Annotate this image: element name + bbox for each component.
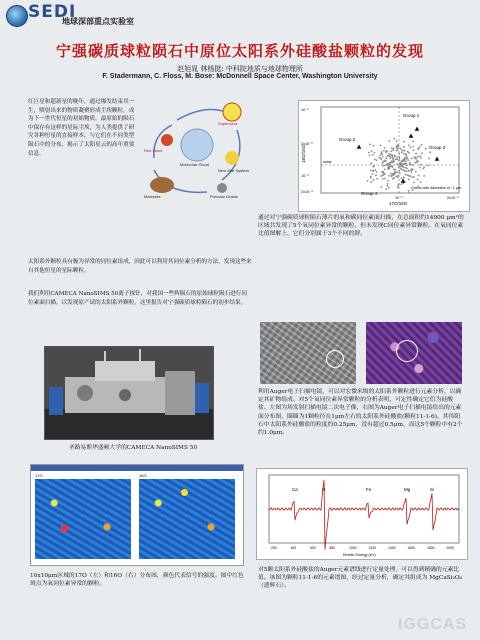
data-point bbox=[387, 165, 389, 167]
data-point bbox=[420, 157, 422, 159]
data-point bbox=[398, 160, 400, 162]
data-point bbox=[378, 157, 380, 159]
label-presolar: Presolar Grains bbox=[210, 194, 238, 199]
o16-map bbox=[139, 479, 235, 559]
window-title-bar bbox=[31, 465, 243, 471]
data-point bbox=[404, 167, 406, 169]
data-point bbox=[419, 155, 421, 157]
data-point bbox=[391, 165, 393, 167]
data-point bbox=[417, 179, 419, 181]
data-point bbox=[390, 150, 392, 152]
data-point bbox=[387, 167, 389, 169]
x-tick-label: 2000 bbox=[446, 546, 455, 550]
sedi-logo-icon bbox=[6, 5, 28, 27]
data-point bbox=[393, 177, 395, 179]
data-point bbox=[395, 169, 397, 171]
data-point bbox=[393, 160, 395, 162]
y-tick-label: 10⁻² bbox=[301, 108, 309, 112]
data-point bbox=[417, 148, 419, 150]
data-point bbox=[388, 175, 390, 177]
data-point bbox=[372, 166, 374, 168]
data-point bbox=[414, 156, 416, 158]
data-point bbox=[389, 157, 391, 159]
data-point bbox=[429, 151, 431, 153]
peak-label: O bbox=[322, 487, 326, 492]
peak-label: Si bbox=[430, 487, 435, 492]
data-point bbox=[406, 167, 408, 169]
oxygen-isotope-scatter bbox=[298, 100, 470, 212]
data-point bbox=[423, 168, 425, 170]
data-point bbox=[400, 148, 402, 150]
data-point bbox=[380, 158, 382, 160]
label-molecular-cloud: Molecular Cloud bbox=[180, 162, 209, 167]
label-supernova: Supernova bbox=[218, 121, 238, 126]
data-point bbox=[408, 179, 410, 181]
data-point bbox=[407, 151, 409, 153]
data-point bbox=[376, 178, 378, 180]
label-meteorite: Meteorite bbox=[144, 194, 161, 199]
plot-frame bbox=[321, 107, 459, 193]
maps-caption: 10x10μm区域的17O（左）和16O（右）分布图，颜色代表信号的强度。图中红色斑点为氧同位素异常的颗粒。 bbox=[30, 573, 244, 588]
anomalous-grain bbox=[415, 127, 420, 131]
data-point bbox=[412, 169, 414, 171]
data-point bbox=[403, 141, 405, 143]
data-point bbox=[397, 175, 399, 177]
data-point bbox=[421, 144, 423, 146]
data-point bbox=[381, 152, 383, 154]
data-point bbox=[387, 183, 389, 185]
solar-label: solar bbox=[323, 159, 332, 164]
data-point bbox=[391, 160, 393, 162]
data-point bbox=[405, 161, 407, 163]
data-point bbox=[367, 180, 369, 182]
data-point bbox=[408, 152, 410, 154]
data-point bbox=[403, 159, 405, 161]
poster-title: 宁强碳质球粒陨石中原位太阳系外硅酸盐颗粒的发现 bbox=[55, 42, 424, 60]
data-point bbox=[397, 149, 399, 151]
data-point bbox=[399, 157, 401, 159]
data-point bbox=[384, 178, 386, 180]
data-point bbox=[392, 158, 394, 160]
data-point bbox=[427, 164, 429, 166]
data-point bbox=[397, 187, 399, 189]
x-tick-label: 1000 bbox=[349, 546, 357, 550]
data-point bbox=[385, 151, 387, 153]
auger-spectrum bbox=[256, 468, 468, 560]
x-tick-label: 1600 bbox=[407, 546, 416, 550]
data-point bbox=[370, 162, 372, 164]
data-point bbox=[412, 141, 414, 143]
x-tick-label: 1400 bbox=[388, 546, 396, 550]
data-point bbox=[398, 153, 400, 155]
data-point bbox=[388, 153, 390, 155]
x-tick-label: 800 bbox=[329, 546, 336, 550]
data-point bbox=[398, 170, 400, 172]
data-point bbox=[382, 165, 384, 167]
x-tick-label: 1800 bbox=[427, 546, 435, 550]
data-point bbox=[369, 144, 371, 146]
data-point bbox=[415, 153, 417, 155]
map-right-title: 16O bbox=[139, 473, 147, 478]
data-point bbox=[385, 160, 387, 162]
data-point bbox=[399, 172, 401, 174]
y-tick-label: 10⁻³ bbox=[301, 174, 309, 178]
anomalous-grain bbox=[435, 157, 440, 161]
data-point bbox=[408, 144, 410, 146]
org-title: 地球深部重点实验室 bbox=[62, 16, 134, 26]
data-point bbox=[369, 155, 371, 157]
data-point bbox=[409, 163, 411, 165]
data-point bbox=[384, 173, 386, 175]
map-left-title: 17O bbox=[35, 473, 43, 478]
data-point bbox=[408, 192, 410, 194]
o17-map bbox=[35, 479, 131, 559]
data-point bbox=[410, 176, 412, 178]
data-point bbox=[428, 158, 430, 160]
x-tick-label: 2x10⁻³ bbox=[447, 196, 459, 200]
data-point bbox=[412, 164, 414, 166]
watermark: IGGCAS bbox=[398, 616, 468, 633]
data-point bbox=[380, 145, 382, 147]
data-point bbox=[403, 153, 405, 155]
data-point bbox=[389, 140, 391, 142]
data-point bbox=[393, 148, 395, 150]
group-label: Group 1 bbox=[403, 113, 420, 118]
data-point bbox=[399, 164, 401, 166]
data-point bbox=[385, 157, 387, 159]
data-point bbox=[371, 150, 373, 152]
data-point bbox=[379, 155, 381, 157]
data-point bbox=[399, 162, 401, 164]
data-point bbox=[419, 146, 421, 148]
data-point bbox=[404, 157, 406, 159]
data-point bbox=[401, 169, 403, 171]
data-point bbox=[370, 170, 372, 172]
data-point bbox=[425, 148, 427, 150]
grain-circle bbox=[396, 340, 418, 362]
data-point bbox=[413, 176, 415, 178]
data-point bbox=[375, 174, 377, 176]
group-label: Group 2 bbox=[339, 137, 356, 142]
data-point bbox=[394, 171, 396, 173]
data-point bbox=[397, 185, 399, 187]
data-point bbox=[382, 178, 384, 180]
x-tick-label: 1200 bbox=[368, 546, 377, 550]
data-point bbox=[407, 159, 409, 161]
data-point bbox=[401, 151, 403, 153]
scatter-caption: 通过对宁强碳质球粒陨石薄片的氧和碳同位素面扫描，在总面积约14900 μm²的区域共发现了5个氧同位素异常的颗粒，但未发现C同位素异常颗粒。在氧同位素比值图解上，它们分别属于3个不同的群。 bbox=[258, 215, 464, 238]
data-point bbox=[390, 173, 392, 175]
data-point bbox=[396, 158, 398, 160]
data-point bbox=[372, 170, 374, 172]
label-new-star: New Star System bbox=[218, 168, 249, 173]
spectrum-caption: 对5颗太阳系外硅酸盐的Auger元素谱线进行定量处理，可以得到精确的元素比值。该图为颗粒11-1-6的元素谱图，经过定量分析，确定其组成为 MgCaSi₂O₆（透辉石）。 bbox=[258, 567, 462, 590]
group-label: Group 4 bbox=[361, 191, 378, 196]
data-point bbox=[374, 159, 376, 161]
instrument-caption: 圣路易斯华盛顿大学的CAMECA NanoSIMS 50 bbox=[68, 445, 198, 451]
peak-label: Mg bbox=[404, 487, 411, 492]
sem-caption: 利用Auger电子扫描电镜，可以对宏微米级的太阳系外颗粒进行元素分析，以确定其矿物组成。对5个氧同位素异常颗粒的分析表明，可定性确定它们为硅酸盐。左图为场发射扫描电镜二次电子像，右图为Auger电子扫描电镜给出的元素面分布图，圈圈为1颗粒径在1μm左右的太阳系外硅酸盐(颗粒11-1-6)。其伟阳石中太阳系外硅酸盐的粒度约0.25μm，没有超过0.5μm，而这5个颗粒中有2个约1.0μm。 bbox=[258, 389, 463, 437]
data-point bbox=[389, 163, 391, 165]
logo-text: SEDI bbox=[28, 2, 77, 22]
data-point bbox=[384, 147, 386, 149]
data-point bbox=[376, 159, 378, 161]
x-tick-label: 600 bbox=[310, 546, 316, 550]
peak-label: Fe bbox=[366, 487, 372, 492]
data-point bbox=[420, 181, 422, 183]
data-point bbox=[419, 167, 421, 169]
data-point bbox=[387, 180, 389, 182]
stellar-cycle-diagram bbox=[142, 100, 250, 200]
data-point bbox=[382, 162, 384, 164]
peak-label: Ca bbox=[292, 487, 298, 492]
intro-paragraph-3: 我们利用CAMECA NanoSIMS 50离子探针，对我国一些辉陨石的原始球粒陨石进行同位素面扫描，以发现原产试的太阳系外颗粒，这里报告对宁强碳质球粒陨石的初步结果。 bbox=[28, 291, 247, 306]
data-point bbox=[368, 152, 370, 154]
data-point bbox=[388, 187, 390, 189]
group-label: Group 3 bbox=[429, 145, 446, 150]
data-point bbox=[410, 147, 412, 149]
data-point bbox=[405, 154, 407, 156]
data-point bbox=[391, 175, 393, 177]
data-point bbox=[387, 155, 389, 157]
anomaly-spot bbox=[61, 525, 68, 532]
data-point bbox=[391, 154, 393, 156]
data-point bbox=[408, 190, 410, 192]
data-point bbox=[373, 179, 375, 181]
data-point bbox=[392, 173, 394, 175]
data-point bbox=[411, 158, 413, 160]
auger-element-map bbox=[366, 322, 462, 384]
data-point bbox=[413, 149, 415, 151]
data-point bbox=[396, 171, 398, 173]
y-axis-label: 18O/16O bbox=[301, 144, 306, 163]
data-point bbox=[374, 152, 376, 154]
data-point bbox=[403, 150, 405, 152]
data-point bbox=[390, 154, 392, 156]
data-point bbox=[372, 173, 374, 175]
data-point bbox=[389, 166, 391, 168]
nanosims-photo bbox=[44, 346, 214, 440]
data-point bbox=[395, 176, 397, 178]
data-point bbox=[396, 156, 398, 158]
data-point bbox=[396, 163, 398, 165]
data-point bbox=[417, 161, 419, 163]
x-axis-label: Kinetic Energy (eV) bbox=[343, 553, 376, 557]
data-point bbox=[374, 169, 376, 171]
data-point bbox=[387, 185, 389, 187]
data-point bbox=[405, 171, 407, 173]
data-point bbox=[403, 176, 405, 178]
data-point bbox=[423, 175, 425, 177]
data-point bbox=[413, 182, 415, 184]
x-tick-label: 200 bbox=[271, 546, 277, 550]
x-tick-label: 400 bbox=[290, 546, 297, 550]
data-point bbox=[420, 164, 422, 166]
data-point bbox=[423, 166, 425, 168]
data-point bbox=[381, 186, 383, 188]
intro-paragraph-1: 红巨星和超新星的晚年，通过爆发结束其一生，喷射出来的物质凝聚形成尘埃颗粒，成为下一世代恒星的初始物质。最原始的陨石中保存有这样的星际尘埃，为人类提供了研究各种恒星的直接样本，与它们在不同类型陨石中的分布，揭示了太阳星云的高年重要信息。 bbox=[28, 99, 135, 157]
authors-cn: 赵旭晁 林杨挺: 中科院地质与地球物理所 bbox=[177, 65, 303, 73]
label-red-giant: Red Giant bbox=[144, 148, 163, 153]
legend-text: Grains with diameters of ~1 μm bbox=[411, 186, 461, 190]
anomalous-grain bbox=[357, 145, 362, 149]
data-point bbox=[421, 152, 423, 154]
y-tick-label: 2x10⁻⁴ bbox=[301, 190, 313, 194]
anomalous-grain bbox=[409, 134, 414, 138]
data-point bbox=[376, 171, 378, 173]
data-point bbox=[382, 156, 384, 158]
data-point bbox=[418, 175, 420, 177]
data-point bbox=[410, 170, 412, 172]
grain-circle bbox=[326, 350, 344, 368]
data-point bbox=[417, 156, 419, 158]
data-point bbox=[393, 138, 395, 140]
data-point bbox=[392, 149, 394, 151]
data-point bbox=[407, 174, 409, 176]
data-point bbox=[415, 171, 417, 173]
data-point bbox=[407, 170, 409, 172]
bright-spot bbox=[181, 489, 188, 496]
x-axis-label: 17O/16O bbox=[389, 201, 408, 206]
data-point bbox=[394, 156, 396, 158]
data-point bbox=[405, 174, 407, 176]
data-point bbox=[385, 188, 387, 190]
data-point bbox=[384, 165, 386, 167]
sem-secondary-electron-image bbox=[260, 322, 356, 384]
data-point bbox=[403, 146, 405, 148]
data-point bbox=[398, 158, 400, 160]
data-point bbox=[403, 169, 405, 171]
data-point bbox=[402, 166, 404, 168]
data-point bbox=[393, 168, 395, 170]
data-point bbox=[401, 177, 403, 179]
data-point bbox=[370, 181, 372, 183]
data-point bbox=[396, 147, 398, 149]
data-point bbox=[400, 183, 402, 185]
data-point bbox=[391, 147, 393, 149]
data-point bbox=[373, 145, 375, 147]
data-point bbox=[406, 164, 408, 166]
data-point bbox=[401, 149, 403, 151]
x-tick-label: 10⁻³ bbox=[395, 196, 403, 200]
data-point bbox=[415, 157, 417, 159]
data-point bbox=[404, 163, 406, 165]
data-point bbox=[383, 150, 385, 152]
intro-paragraph-2: 太阳系外颗粒具有极为异常的同位素组成，因此可以利用其同位素分析的方法，发现这些来自其他恒星的星际颗粒。 bbox=[28, 259, 252, 274]
data-point bbox=[372, 154, 374, 156]
data-point bbox=[384, 169, 386, 171]
data-point bbox=[398, 183, 400, 185]
data-point bbox=[410, 164, 412, 166]
data-point bbox=[407, 157, 409, 159]
data-point bbox=[401, 161, 403, 163]
data-point bbox=[381, 171, 383, 173]
authors-en: F. Stadermann, C. Floss, M. Bose: McDonnell Space Center, Washington University bbox=[102, 73, 378, 80]
data-point bbox=[412, 146, 414, 148]
data-point bbox=[409, 162, 411, 164]
data-point bbox=[391, 156, 393, 158]
data-point bbox=[397, 144, 399, 146]
data-point bbox=[370, 177, 372, 179]
data-point bbox=[396, 140, 398, 142]
isotope-map-window bbox=[30, 464, 244, 566]
y-tick-label: 2x10⁻³ bbox=[301, 142, 313, 146]
